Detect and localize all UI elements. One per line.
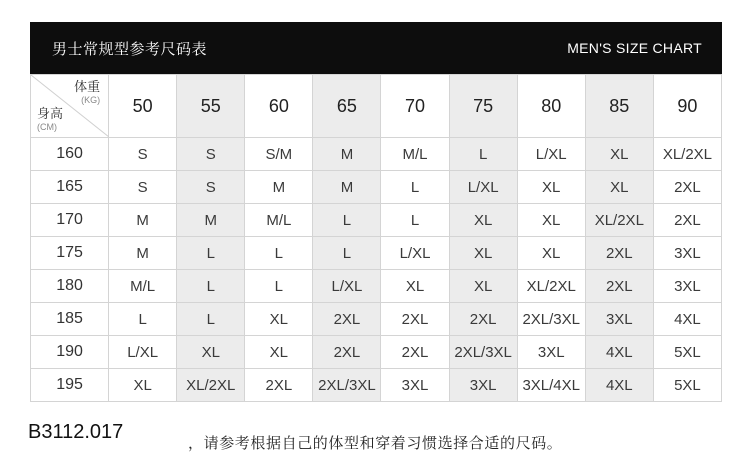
table-row (31, 138, 722, 171)
size-cell: L/XL (381, 237, 449, 270)
size-cell: 2XL (381, 303, 449, 336)
product-code: B3112.017 (14, 414, 184, 450)
size-cell: 4XL (653, 303, 721, 336)
height-cell: 165 (31, 171, 109, 204)
size-cell: S (109, 171, 177, 204)
size-cell: XL (517, 237, 585, 270)
weight-header-cell: 75 (449, 75, 517, 138)
height-cell: 190 (31, 336, 109, 369)
size-cell: 4XL (585, 336, 653, 369)
size-cell: XL (517, 204, 585, 237)
table-row (31, 204, 722, 237)
size-cell: 3XL/4XL (517, 369, 585, 402)
size-cell: S/M (245, 138, 313, 171)
size-cell: L (313, 204, 381, 237)
height-cell: 170 (31, 204, 109, 237)
size-cell: XL (449, 237, 517, 270)
size-cell: XL/2XL (517, 270, 585, 303)
size-cell: 2XL (245, 369, 313, 402)
size-cell: XL (585, 171, 653, 204)
size-cell: L (177, 303, 245, 336)
size-cell: XL (245, 303, 313, 336)
weight-header-cell: 70 (381, 75, 449, 138)
size-cell: 5XL (653, 336, 721, 369)
size-cell: XL (177, 336, 245, 369)
size-cell: XL (449, 270, 517, 303)
weight-header-cell: 90 (653, 75, 721, 138)
size-cell: 2XL (313, 303, 381, 336)
height-axis-label (37, 108, 63, 132)
size-table (30, 74, 722, 402)
chart-title-english: MEN'S SIZE CHART (567, 40, 702, 56)
weight-header-cell: 80 (517, 75, 585, 138)
table-row (31, 336, 722, 369)
size-cell: 3XL (653, 237, 721, 270)
size-cell: XL (585, 138, 653, 171)
size-cell: L (245, 237, 313, 270)
size-cell: XL/2XL (585, 204, 653, 237)
size-cell: L/XL (449, 171, 517, 204)
size-cell: L (381, 171, 449, 204)
size-cell: L/XL (313, 270, 381, 303)
size-cell: 2XL/3XL (449, 336, 517, 369)
size-cell: M (245, 171, 313, 204)
size-cell: M (313, 171, 381, 204)
size-cell: XL/2XL (653, 138, 721, 171)
table-row (31, 237, 722, 270)
size-cell: XL (381, 270, 449, 303)
size-advice-note: ，请参考根据自己的体型和穿着习惯选择合适的尺码。 (188, 434, 563, 452)
size-cell: L (109, 303, 177, 336)
size-cell: 3XL (381, 369, 449, 402)
weight-header-cell: 50 (109, 75, 177, 138)
height-cell: 180 (31, 270, 109, 303)
size-cell: XL (517, 171, 585, 204)
size-cell: 2XL (585, 270, 653, 303)
weight-header-cell: 55 (177, 75, 245, 138)
size-cell: 2XL/3XL (313, 369, 381, 402)
size-cell: 2XL (653, 171, 721, 204)
weight-header-cell: 60 (245, 75, 313, 138)
height-label: 身高 (37, 107, 64, 122)
size-cell: M/L (381, 138, 449, 171)
size-cell: L/XL (109, 336, 177, 369)
chart-title-chinese: 男士常规型参考尺码表 (52, 39, 208, 58)
height-cell: 160 (31, 138, 109, 171)
size-cell: 2XL (313, 336, 381, 369)
weight-header-row (31, 75, 722, 138)
size-cell: L (381, 204, 449, 237)
size-cell: 2XL (449, 303, 517, 336)
weight-label: 体重 (74, 80, 101, 95)
chart-header (30, 22, 722, 74)
size-cell: M (109, 237, 177, 270)
size-cell: M (313, 138, 381, 171)
table-row (31, 369, 722, 402)
size-cell: L (313, 237, 381, 270)
size-cell: S (109, 138, 177, 171)
size-cell: 2XL/3XL (517, 303, 585, 336)
size-cell: 3XL (585, 303, 653, 336)
size-cell: XL/2XL (177, 369, 245, 402)
size-cell: 3XL (653, 270, 721, 303)
weight-unit: (KG) (81, 95, 101, 105)
size-cell: L (177, 237, 245, 270)
size-cell: S (177, 171, 245, 204)
height-cell: 195 (31, 369, 109, 402)
table-row (31, 171, 722, 204)
size-cell: 2XL (381, 336, 449, 369)
height-cell: 185 (31, 303, 109, 336)
size-cell: M (177, 204, 245, 237)
size-cell: L/XL (517, 138, 585, 171)
size-cell: 2XL (585, 237, 653, 270)
size-cell: L (177, 270, 245, 303)
size-cell: S (177, 138, 245, 171)
size-cell: 4XL (585, 369, 653, 402)
height-unit: (CM) (37, 122, 57, 132)
corner-cell (31, 75, 109, 138)
size-cell: 3XL (449, 369, 517, 402)
size-cell: XL (449, 204, 517, 237)
size-cell: M (109, 204, 177, 237)
size-cell: L (449, 138, 517, 171)
weight-axis-label (74, 81, 100, 105)
size-cell: 2XL (653, 204, 721, 237)
size-cell: M/L (245, 204, 313, 237)
weight-header-cell: 65 (313, 75, 381, 138)
weight-header-cell: 85 (585, 75, 653, 138)
size-cell: 3XL (517, 336, 585, 369)
size-cell: L (245, 270, 313, 303)
height-cell: 175 (31, 237, 109, 270)
size-cell: XL (245, 336, 313, 369)
size-cell: M/L (109, 270, 177, 303)
table-row (31, 303, 722, 336)
size-cell: XL (109, 369, 177, 402)
table-row (31, 270, 722, 303)
size-cell: 5XL (653, 369, 721, 402)
